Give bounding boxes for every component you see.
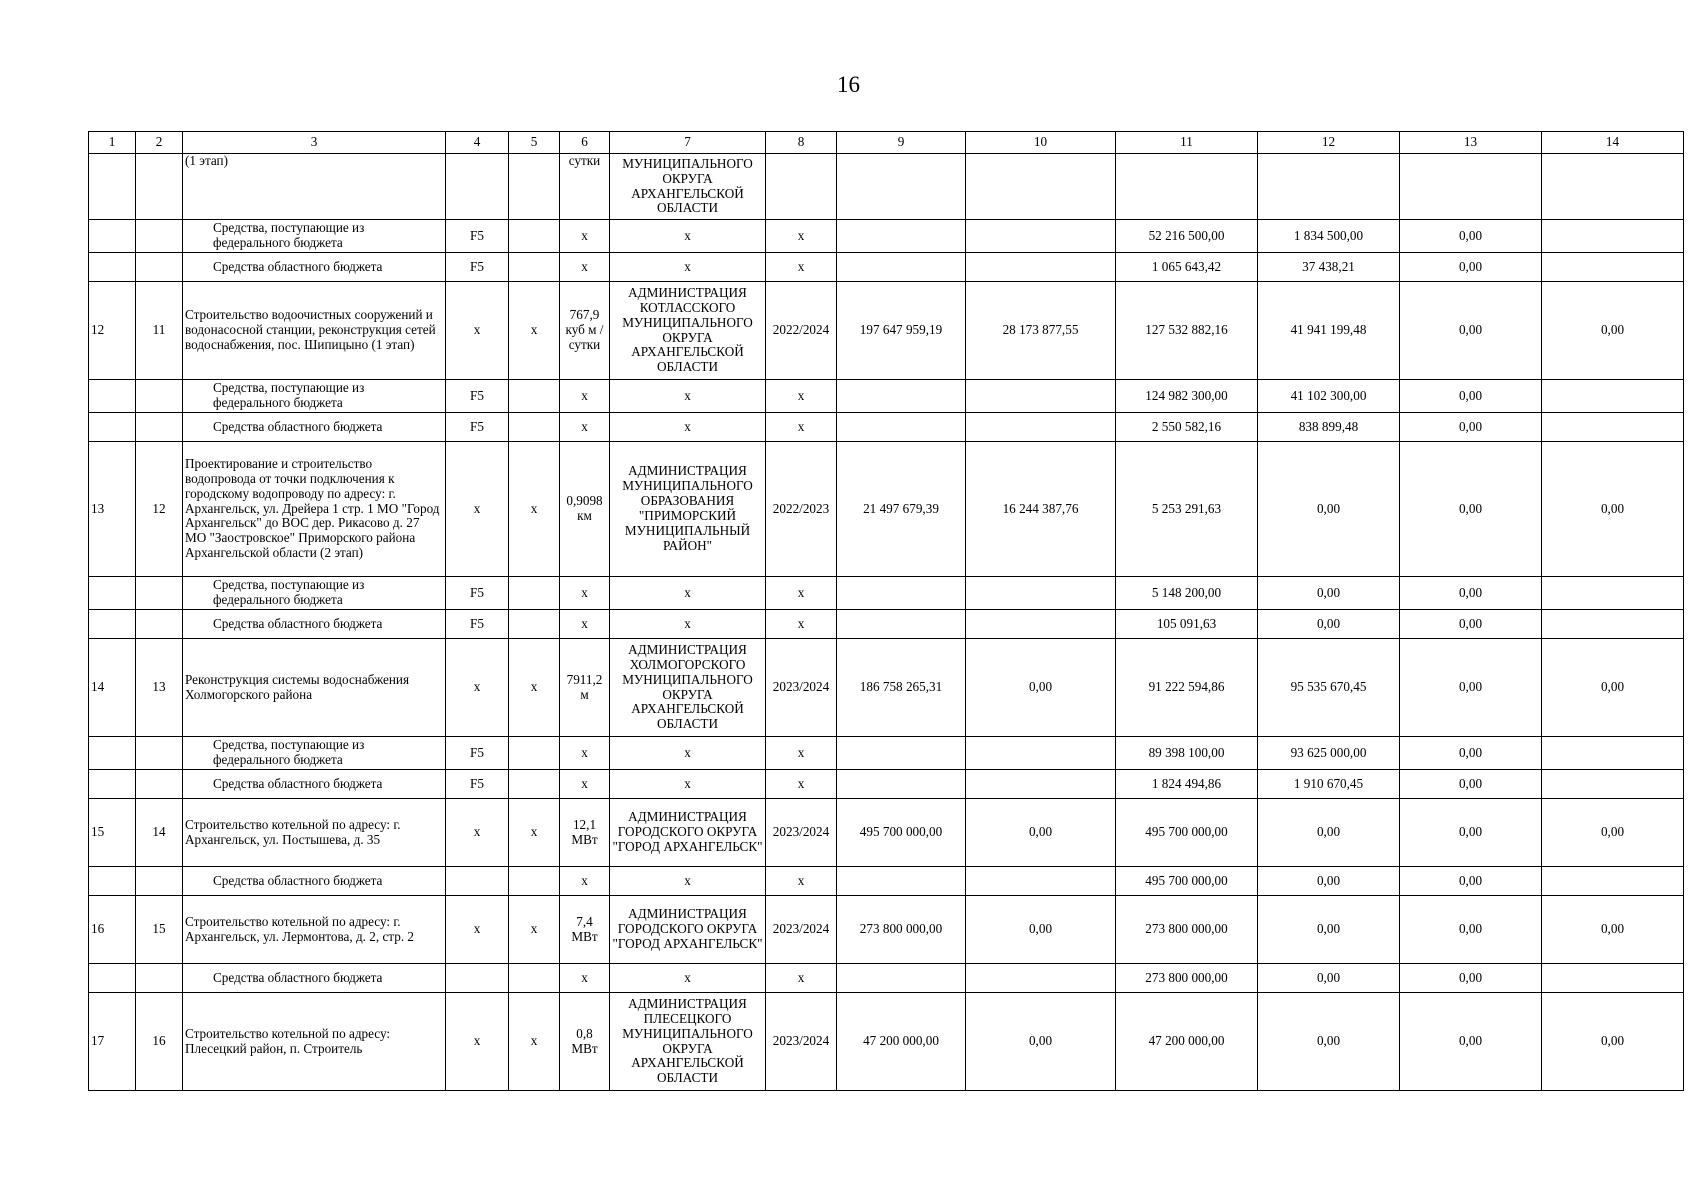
col10-value-cell <box>966 867 1116 896</box>
col13-value-cell: 0,00 <box>1400 413 1542 442</box>
code-cell: х <box>446 442 509 577</box>
col10-value-cell <box>966 154 1116 220</box>
col10-value-cell <box>966 737 1116 770</box>
recipient-cell: х <box>610 770 766 799</box>
col12-value-cell: 0,00 <box>1258 964 1400 993</box>
col12-value-cell: 0,00 <box>1258 867 1400 896</box>
column-header: 2 <box>136 132 183 154</box>
col10-value-cell <box>966 964 1116 993</box>
total-cost-cell <box>837 154 966 220</box>
col5-cell: х <box>509 639 560 737</box>
col12-value-cell: 0,00 <box>1258 610 1400 639</box>
item-number-cell: 13 <box>136 639 183 737</box>
recipient-cell: х <box>610 610 766 639</box>
col5-cell: х <box>509 442 560 577</box>
recipient-cell: х <box>610 413 766 442</box>
capacity-cell: х <box>560 253 610 282</box>
col5-cell <box>509 380 560 413</box>
col14-value-cell <box>1542 737 1684 770</box>
code-cell: F5 <box>446 770 509 799</box>
col5-cell <box>509 253 560 282</box>
item-number-cell <box>136 867 183 896</box>
col14-value-cell <box>1542 154 1684 220</box>
description-cell: Реконструкция системы водоснабжения Холмогорского района <box>183 639 446 737</box>
col13-value-cell: 0,00 <box>1400 737 1542 770</box>
item-number-cell <box>136 413 183 442</box>
code-cell: х <box>446 799 509 867</box>
recipient-cell: АДМИНИСТРАЦИЯ ХОЛМОГОРСКОГО МУНИЦИПАЛЬНОГО ОКРУГА АРХАНГЕЛЬСКОЙ ОБЛАСТИ <box>610 639 766 737</box>
recipient-cell: х <box>610 220 766 253</box>
row-number-cell: 17 <box>89 993 136 1091</box>
funding-source-row <box>89 577 1684 610</box>
description-cell: Средства, поступающие из федерального бюджета <box>183 380 446 413</box>
col10-value-cell <box>966 380 1116 413</box>
row-number-cell <box>89 737 136 770</box>
period-cell: 2022/2024 <box>766 282 837 380</box>
col12-value-cell <box>1258 154 1400 220</box>
description-cell: Средства областного бюджета <box>183 770 446 799</box>
col11-value-cell: 47 200 000,00 <box>1116 993 1258 1091</box>
row-number-cell <box>89 220 136 253</box>
capacity-cell: 0,9098 км <box>560 442 610 577</box>
col13-value-cell <box>1400 154 1542 220</box>
total-cost-cell: 21 497 679,39 <box>837 442 966 577</box>
total-cost-cell <box>837 610 966 639</box>
capacity-cell: х <box>560 964 610 993</box>
period-cell: 2023/2024 <box>766 896 837 964</box>
row-number-cell <box>89 964 136 993</box>
column-header: 6 <box>560 132 610 154</box>
capacity-cell: х <box>560 610 610 639</box>
col12-value-cell: 0,00 <box>1258 799 1400 867</box>
description-cell: Строительство водоочистных сооружений и водонасосной станции, реконструкция сетей водоснабжения, пос. Шипицыно (1 этап) <box>183 282 446 380</box>
item-number-cell <box>136 770 183 799</box>
recipient-cell: АДМИНИСТРАЦИЯ ГОРОДСКОГО ОКРУГА "ГОРОД АРХАНГЕЛЬСК" <box>610 799 766 867</box>
description-cell: Средства областного бюджета <box>183 610 446 639</box>
col14-value-cell: 0,00 <box>1542 442 1684 577</box>
period-cell: х <box>766 867 837 896</box>
col13-value-cell: 0,00 <box>1400 282 1542 380</box>
period-cell: х <box>766 964 837 993</box>
col5-cell <box>509 770 560 799</box>
description-cell: Средства, поступающие из федерального бюджета <box>183 577 446 610</box>
col11-value-cell: 5 253 291,63 <box>1116 442 1258 577</box>
col12-value-cell: 93 625 000,00 <box>1258 737 1400 770</box>
col11-value-cell: 1 065 643,42 <box>1116 253 1258 282</box>
col5-cell <box>509 413 560 442</box>
col14-value-cell <box>1542 770 1684 799</box>
col14-value-cell <box>1542 380 1684 413</box>
recipient-cell: х <box>610 253 766 282</box>
recipient-cell: АДМИНИСТРАЦИЯ ГОРОДСКОГО ОКРУГА "ГОРОД АРХАНГЕЛЬСК" <box>610 896 766 964</box>
col13-value-cell: 0,00 <box>1400 610 1542 639</box>
total-cost-cell <box>837 380 966 413</box>
col13-value-cell: 0,00 <box>1400 770 1542 799</box>
item-number-cell: 15 <box>136 896 183 964</box>
recipient-cell: АДМИНИСТРАЦИЯ ПЛЕСЕЦКОГО МУНИЦИПАЛЬНОГО ОКРУГА АРХАНГЕЛЬСКОЙ ОБЛАСТИ <box>610 993 766 1091</box>
row-number-cell: 16 <box>89 896 136 964</box>
funding-source-row <box>89 413 1684 442</box>
col10-value-cell <box>966 610 1116 639</box>
col13-value-cell: 0,00 <box>1400 442 1542 577</box>
col5-cell <box>509 154 560 220</box>
period-cell: х <box>766 610 837 639</box>
column-header: 10 <box>966 132 1116 154</box>
col11-value-cell: 89 398 100,00 <box>1116 737 1258 770</box>
col13-value-cell: 0,00 <box>1400 639 1542 737</box>
recipient-cell: х <box>610 867 766 896</box>
funding-source-row <box>89 253 1684 282</box>
code-cell: F5 <box>446 380 509 413</box>
col12-value-cell: 41 941 199,48 <box>1258 282 1400 380</box>
total-cost-cell: 186 758 265,31 <box>837 639 966 737</box>
col10-value-cell: 0,00 <box>966 639 1116 737</box>
column-header: 11 <box>1116 132 1258 154</box>
total-cost-cell: 197 647 959,19 <box>837 282 966 380</box>
col14-value-cell: 0,00 <box>1542 896 1684 964</box>
description-cell: Средства областного бюджета <box>183 964 446 993</box>
item-number-cell <box>136 220 183 253</box>
period-cell: х <box>766 380 837 413</box>
col12-value-cell: 41 102 300,00 <box>1258 380 1400 413</box>
recipient-cell: АДМИНИСТРАЦИЯ МУНИЦИПАЛЬНОГО ОБРАЗОВАНИЯ "ПРИМОРСКИЙ МУНИЦИПАЛЬНЫЙ РАЙОН" <box>610 442 766 577</box>
row-number-cell: 12 <box>89 282 136 380</box>
row-number-cell: 13 <box>89 442 136 577</box>
capacity-cell: 12,1 МВт <box>560 799 610 867</box>
row-number-cell: 14 <box>89 639 136 737</box>
row-number-cell <box>89 867 136 896</box>
capacity-cell: х <box>560 413 610 442</box>
col12-value-cell: 1 834 500,00 <box>1258 220 1400 253</box>
budget-table <box>88 131 1684 1091</box>
period-cell: х <box>766 413 837 442</box>
column-header: 5 <box>509 132 560 154</box>
period-cell: 2023/2024 <box>766 639 837 737</box>
col5-cell: х <box>509 799 560 867</box>
item-number-cell: 12 <box>136 442 183 577</box>
col12-value-cell: 95 535 670,45 <box>1258 639 1400 737</box>
col11-value-cell <box>1116 154 1258 220</box>
project-row <box>89 639 1684 737</box>
col13-value-cell: 0,00 <box>1400 896 1542 964</box>
total-cost-cell <box>837 964 966 993</box>
total-cost-cell <box>837 737 966 770</box>
col10-value-cell <box>966 220 1116 253</box>
col14-value-cell <box>1542 220 1684 253</box>
project-row <box>89 282 1684 380</box>
col11-value-cell: 495 700 000,00 <box>1116 867 1258 896</box>
col11-value-cell: 5 148 200,00 <box>1116 577 1258 610</box>
col14-value-cell: 0,00 <box>1542 799 1684 867</box>
col13-value-cell: 0,00 <box>1400 380 1542 413</box>
project-row <box>89 896 1684 964</box>
col14-value-cell: 0,00 <box>1542 282 1684 380</box>
col14-value-cell <box>1542 413 1684 442</box>
recipient-cell: АДМИНИСТРАЦИЯ КОТЛАССКОГО МУНИЦИПАЛЬНОГО ОКРУГА АРХАНГЕЛЬСКОЙ ОБЛАСТИ <box>610 282 766 380</box>
col14-value-cell <box>1542 253 1684 282</box>
col12-value-cell: 0,00 <box>1258 896 1400 964</box>
capacity-cell: х <box>560 380 610 413</box>
capacity-cell: 767,9 куб м / сутки <box>560 282 610 380</box>
column-number-header-row <box>89 132 1684 154</box>
recipient-cell: х <box>610 577 766 610</box>
col11-value-cell: 124 982 300,00 <box>1116 380 1258 413</box>
description-cell: Средства областного бюджета <box>183 253 446 282</box>
col11-value-cell: 127 532 882,16 <box>1116 282 1258 380</box>
col12-value-cell: 0,00 <box>1258 442 1400 577</box>
total-cost-cell: 47 200 000,00 <box>837 993 966 1091</box>
recipient-cell: МУНИЦИПАЛЬНОГО ОКРУГА АРХАНГЕЛЬСКОЙ ОБЛАСТИ <box>610 154 766 220</box>
code-cell <box>446 964 509 993</box>
column-header: 12 <box>1258 132 1400 154</box>
col10-value-cell: 16 244 387,76 <box>966 442 1116 577</box>
row-number-cell <box>89 253 136 282</box>
row-number-cell <box>89 610 136 639</box>
total-cost-cell <box>837 220 966 253</box>
code-cell: х <box>446 993 509 1091</box>
capacity-cell: х <box>560 867 610 896</box>
capacity-cell: 7,4 МВт <box>560 896 610 964</box>
col13-value-cell: 0,00 <box>1400 993 1542 1091</box>
col13-value-cell: 0,00 <box>1400 220 1542 253</box>
total-cost-cell: 495 700 000,00 <box>837 799 966 867</box>
col11-value-cell: 2 550 582,16 <box>1116 413 1258 442</box>
period-cell: 2023/2024 <box>766 993 837 1091</box>
description-cell: Средства, поступающие из федерального бюджета <box>183 737 446 770</box>
capacity-cell: х <box>560 737 610 770</box>
column-header: 8 <box>766 132 837 154</box>
item-number-cell <box>136 154 183 220</box>
row-number-cell <box>89 577 136 610</box>
capacity-cell: сутки <box>560 154 610 220</box>
total-cost-cell: 273 800 000,00 <box>837 896 966 964</box>
col11-value-cell: 91 222 594,86 <box>1116 639 1258 737</box>
page-number: 16 <box>837 72 860 97</box>
column-header: 14 <box>1542 132 1684 154</box>
column-header: 3 <box>183 132 446 154</box>
col13-value-cell: 0,00 <box>1400 964 1542 993</box>
column-header: 13 <box>1400 132 1542 154</box>
description-cell: (1 этап) <box>183 154 446 220</box>
funding-source-row <box>89 867 1684 896</box>
item-number-cell: 14 <box>136 799 183 867</box>
code-cell: F5 <box>446 610 509 639</box>
description-cell: Средства, поступающие из федерального бюджета <box>183 220 446 253</box>
project-row <box>89 442 1684 577</box>
column-header: 9 <box>837 132 966 154</box>
col13-value-cell: 0,00 <box>1400 253 1542 282</box>
item-number-cell <box>136 253 183 282</box>
col11-value-cell: 1 824 494,86 <box>1116 770 1258 799</box>
col13-value-cell: 0,00 <box>1400 577 1542 610</box>
col5-cell: х <box>509 282 560 380</box>
code-cell: F5 <box>446 253 509 282</box>
code-cell: х <box>446 896 509 964</box>
funding-source-row <box>89 610 1684 639</box>
column-header: 7 <box>610 132 766 154</box>
capacity-cell: х <box>560 770 610 799</box>
col10-value-cell <box>966 253 1116 282</box>
row-number-cell <box>89 413 136 442</box>
total-cost-cell <box>837 770 966 799</box>
total-cost-cell <box>837 577 966 610</box>
row-number-cell <box>89 154 136 220</box>
code-cell <box>446 154 509 220</box>
col12-value-cell: 37 438,21 <box>1258 253 1400 282</box>
row-number-cell <box>89 770 136 799</box>
period-cell: х <box>766 220 837 253</box>
col10-value-cell: 0,00 <box>966 799 1116 867</box>
period-cell <box>766 154 837 220</box>
description-cell: Проектирование и строительство водопровода от точки подключения к городскому водопроводу по адресу: г. Архангельск, ул. Дрейера 1 стр. 1 МО "Город Архангельск" до ВОС дер. Рикасово д. 27 МО "Заостровское" Приморского района Архангельской области (2 этап) <box>183 442 446 577</box>
col10-value-cell <box>966 577 1116 610</box>
row-number-cell: 15 <box>89 799 136 867</box>
col5-cell: х <box>509 993 560 1091</box>
col11-value-cell: 273 800 000,00 <box>1116 896 1258 964</box>
col12-value-cell: 0,00 <box>1258 993 1400 1091</box>
capacity-cell: 7911,2 м <box>560 639 610 737</box>
col13-value-cell: 0,00 <box>1400 867 1542 896</box>
col10-value-cell: 28 173 877,55 <box>966 282 1116 380</box>
capacity-cell: х <box>560 220 610 253</box>
code-cell: х <box>446 282 509 380</box>
column-header: 1 <box>89 132 136 154</box>
total-cost-cell <box>837 413 966 442</box>
period-cell: 2022/2023 <box>766 442 837 577</box>
col5-cell <box>509 577 560 610</box>
col10-value-cell: 0,00 <box>966 896 1116 964</box>
col14-value-cell: 0,00 <box>1542 639 1684 737</box>
col11-value-cell: 273 800 000,00 <box>1116 964 1258 993</box>
project-row <box>89 993 1684 1091</box>
col12-value-cell: 838 899,48 <box>1258 413 1400 442</box>
column-header: 4 <box>446 132 509 154</box>
col10-value-cell <box>966 770 1116 799</box>
col13-value-cell: 0,00 <box>1400 799 1542 867</box>
period-cell: х <box>766 770 837 799</box>
total-cost-cell <box>837 253 966 282</box>
code-cell: F5 <box>446 220 509 253</box>
project-row <box>89 799 1684 867</box>
total-cost-cell <box>837 867 966 896</box>
capacity-cell: 0,8 МВт <box>560 993 610 1091</box>
col11-value-cell: 495 700 000,00 <box>1116 799 1258 867</box>
col14-value-cell <box>1542 577 1684 610</box>
description-cell: Строительство котельной по адресу: г. Архангельск, ул. Постышева, д. 35 <box>183 799 446 867</box>
col5-cell <box>509 964 560 993</box>
period-cell: х <box>766 253 837 282</box>
item-number-cell <box>136 737 183 770</box>
col10-value-cell <box>966 413 1116 442</box>
col14-value-cell <box>1542 867 1684 896</box>
col5-cell: х <box>509 896 560 964</box>
item-number-cell: 16 <box>136 993 183 1091</box>
item-number-cell <box>136 610 183 639</box>
code-cell: F5 <box>446 577 509 610</box>
col5-cell <box>509 610 560 639</box>
funding-source-row <box>89 380 1684 413</box>
col5-cell <box>509 737 560 770</box>
col12-value-cell: 0,00 <box>1258 577 1400 610</box>
period-cell: х <box>766 577 837 610</box>
col5-cell <box>509 220 560 253</box>
funding-source-row <box>89 737 1684 770</box>
capacity-cell: х <box>560 577 610 610</box>
recipient-cell: х <box>610 380 766 413</box>
description-cell: Строительство котельной по адресу: Плесецкий район, п. Строитель <box>183 993 446 1091</box>
code-cell: F5 <box>446 737 509 770</box>
code-cell: х <box>446 639 509 737</box>
recipient-cell: х <box>610 964 766 993</box>
description-cell: Средства областного бюджета <box>183 413 446 442</box>
col12-value-cell: 1 910 670,45 <box>1258 770 1400 799</box>
col10-value-cell: 0,00 <box>966 993 1116 1091</box>
col14-value-cell: 0,00 <box>1542 993 1684 1091</box>
col14-value-cell <box>1542 610 1684 639</box>
col11-value-cell: 52 216 500,00 <box>1116 220 1258 253</box>
item-number-cell <box>136 380 183 413</box>
row-number-cell <box>89 380 136 413</box>
item-number-cell <box>136 964 183 993</box>
description-cell: Средства областного бюджета <box>183 867 446 896</box>
col5-cell <box>509 867 560 896</box>
item-number-cell: 11 <box>136 282 183 380</box>
period-cell: х <box>766 737 837 770</box>
recipient-cell: х <box>610 737 766 770</box>
code-cell <box>446 867 509 896</box>
description-cell: Строительство котельной по адресу: г. Архангельск, ул. Лермонтова, д. 2, стр. 2 <box>183 896 446 964</box>
item-number-cell <box>136 577 183 610</box>
funding-source-row <box>89 964 1684 993</box>
funding-source-row <box>89 220 1684 253</box>
col11-value-cell: 105 091,63 <box>1116 610 1258 639</box>
code-cell: F5 <box>446 413 509 442</box>
funding-source-row <box>89 770 1684 799</box>
col14-value-cell <box>1542 964 1684 993</box>
project-row <box>89 154 1684 220</box>
period-cell: 2023/2024 <box>766 799 837 867</box>
